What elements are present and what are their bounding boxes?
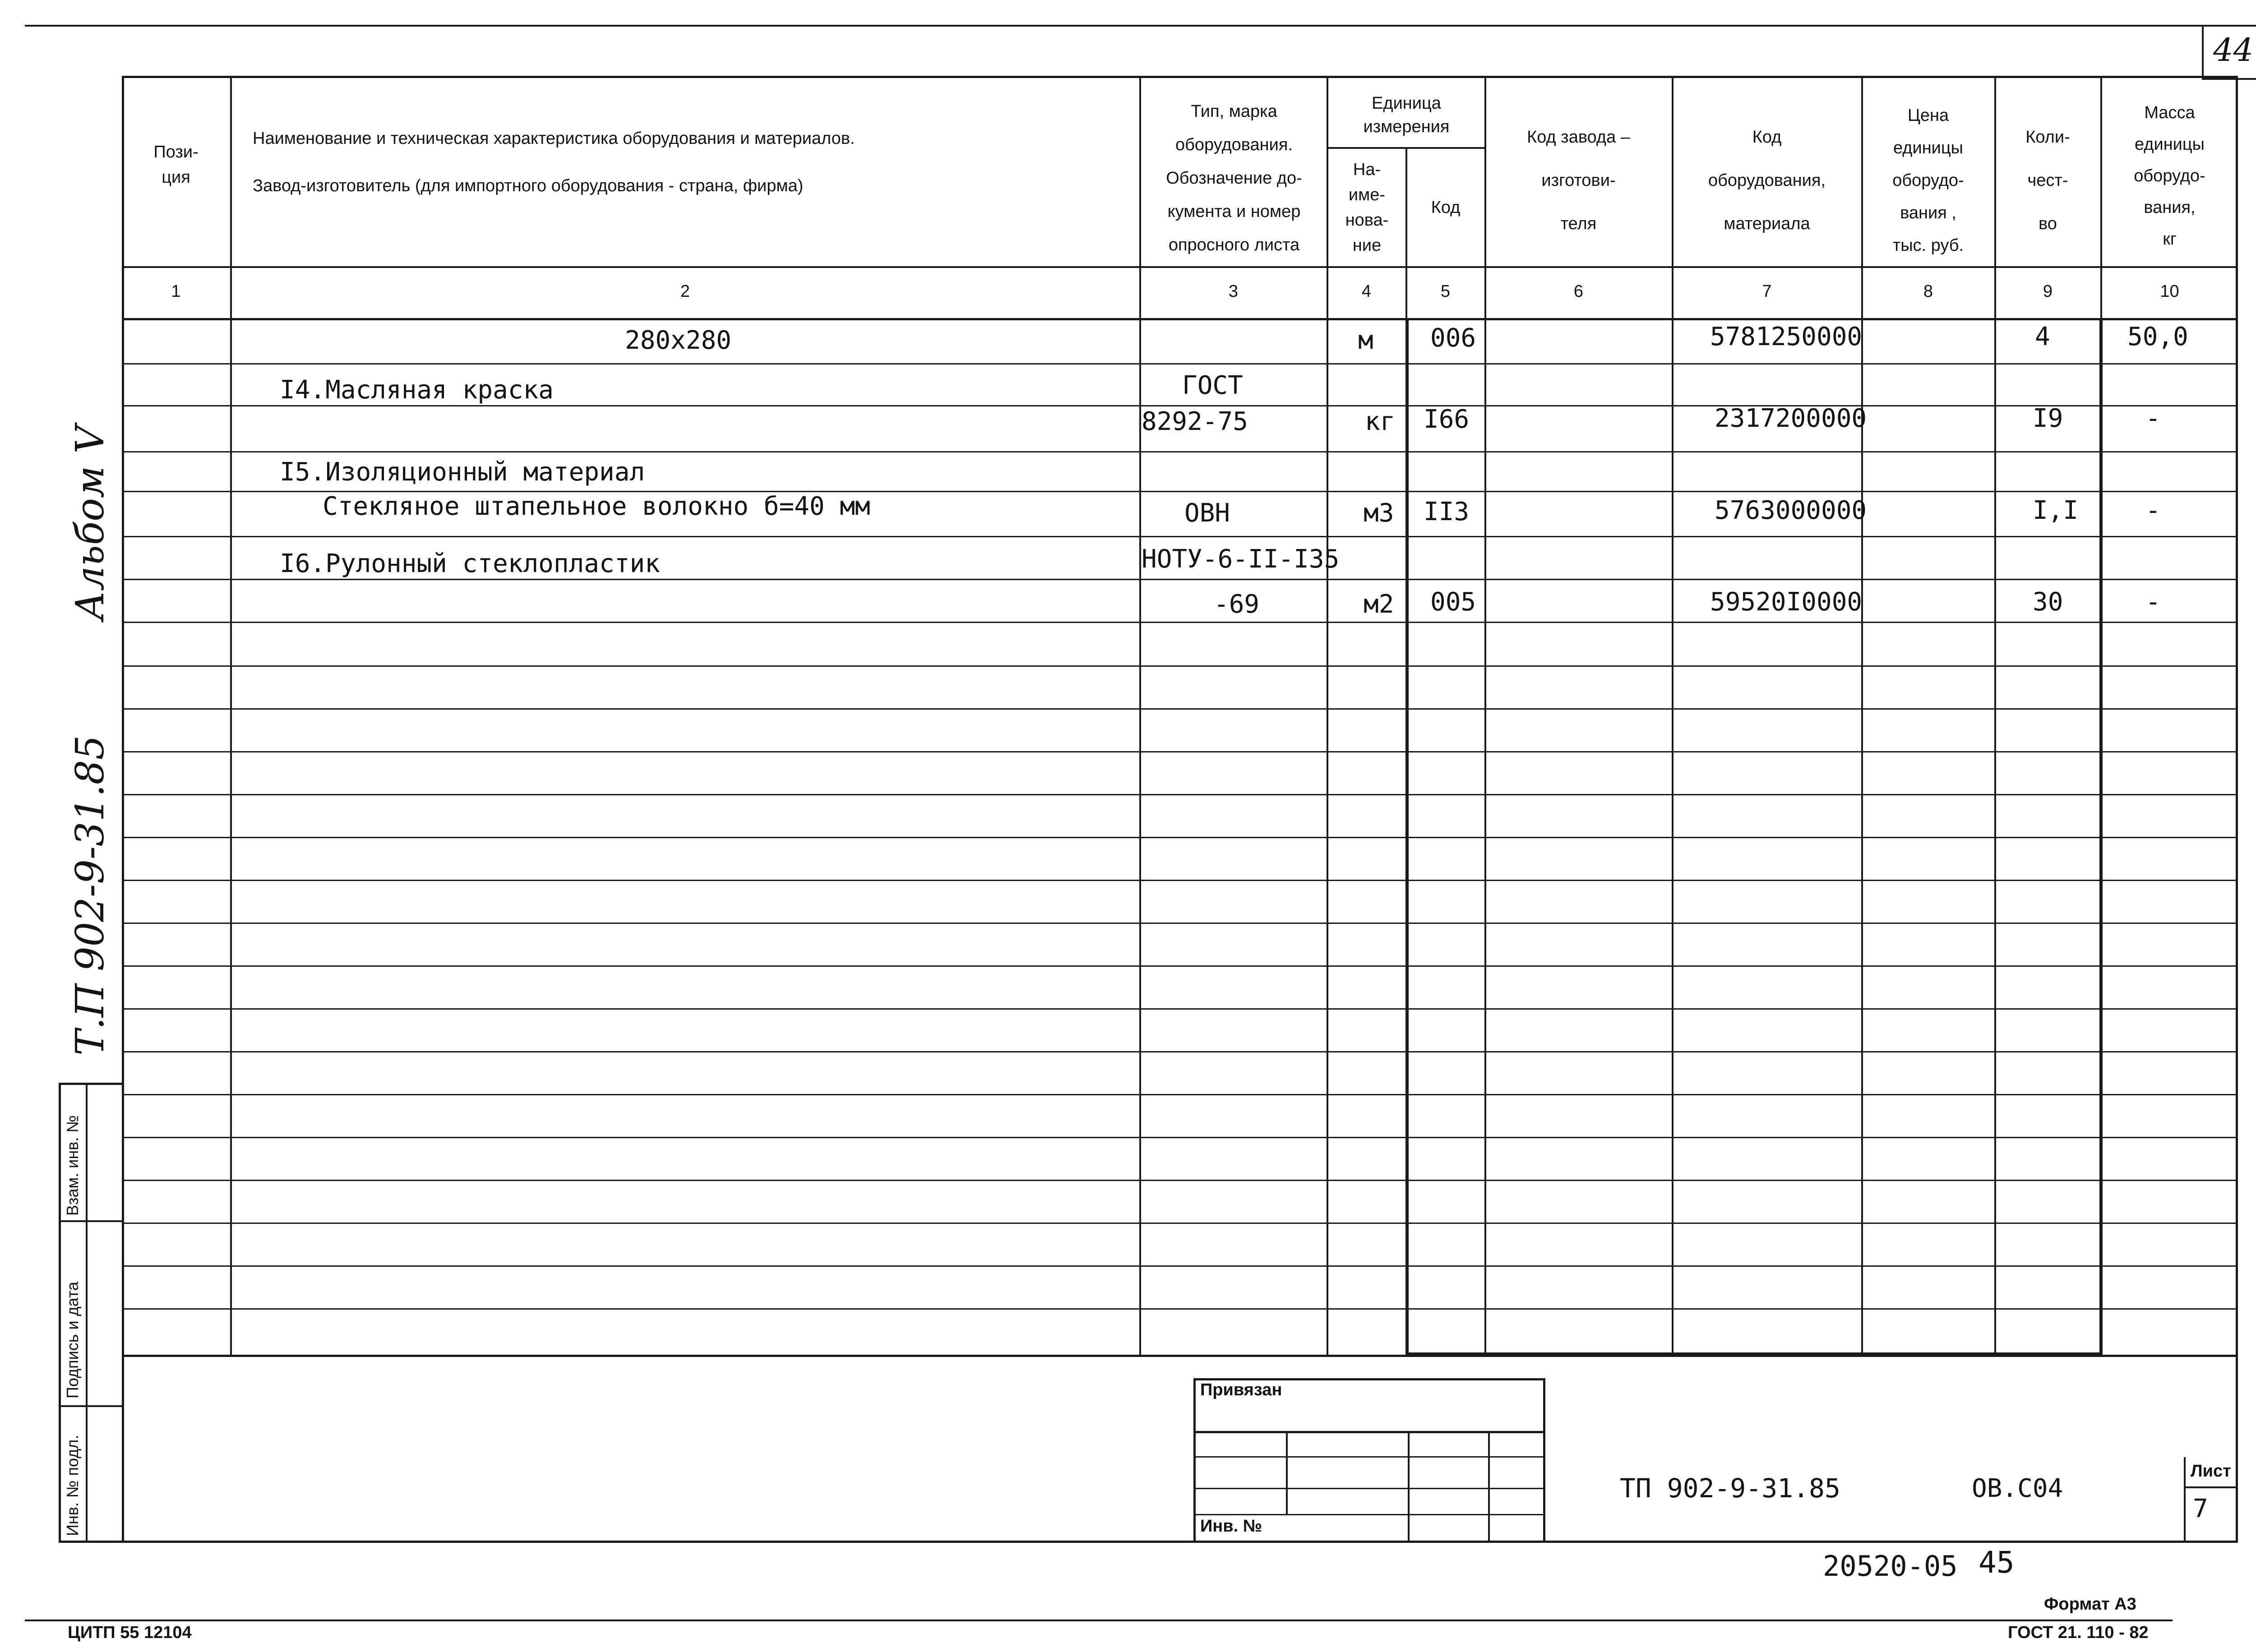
header-mass: Масса единицы оборудо- вания, кг xyxy=(2134,103,2205,249)
page-number: 45 xyxy=(1979,1545,2015,1580)
album-handwriting: Альбом V xyxy=(68,425,113,620)
table-cell-type: ГОСТ xyxy=(1182,371,1243,400)
footer-line xyxy=(25,1620,2173,1621)
header-unit-group: Единица измерения xyxy=(1363,94,1450,136)
row-line xyxy=(122,965,2238,967)
table-cell-type: ОВН xyxy=(1184,498,1230,528)
row-line xyxy=(122,363,2238,365)
format-label: Формат А3 xyxy=(2044,1595,2136,1614)
row-line xyxy=(122,622,2238,623)
header-name: Наименование и техническая характеристика оборудования и материалов. Завод-изготовитель (для импортного оборудования - страна, фирма) xyxy=(253,129,855,195)
project-handwriting: Т.П 902-9-31.85 xyxy=(68,735,113,1056)
top-border-line xyxy=(25,25,2256,27)
side-stamp-inv-zam: Взам. инв. № xyxy=(63,1115,82,1216)
row-line xyxy=(122,1308,2238,1310)
row-line xyxy=(122,708,2238,710)
row-line xyxy=(122,837,2238,838)
column-number: 4 xyxy=(1361,282,1372,301)
row-line xyxy=(122,665,2238,667)
privyazan-line xyxy=(1193,1488,1545,1489)
row-line xyxy=(122,1223,2238,1224)
sheet-corner-number: 44 xyxy=(2213,32,2254,69)
sheet-label: Лист xyxy=(2191,1462,2231,1481)
table-cell-name: 280x280 xyxy=(625,326,732,355)
bottom-frame xyxy=(122,1353,2238,1543)
header-position: Пози- ция xyxy=(153,143,199,187)
table-cell-name: Стекляное штапельное волокно б=40 мм xyxy=(323,492,870,521)
row-line xyxy=(122,451,2238,452)
table-cell-unit-code: 006 xyxy=(1430,323,1476,353)
row-line xyxy=(122,751,2238,752)
table-cell-qty: I,I xyxy=(2033,496,2079,525)
row-line xyxy=(122,1051,2238,1052)
col-line-2 xyxy=(1139,76,1141,1357)
table-cell-unit: кг xyxy=(1365,407,1396,436)
footer-left: ЦИТП 55 12104 xyxy=(68,1623,192,1642)
unit-group-line xyxy=(1327,147,1485,149)
table-cell-name: I5.Изоляционный материал xyxy=(280,457,645,487)
header-price: Цена единицы оборудо- вания , тыс. руб. xyxy=(1892,106,1964,255)
table-cell-type: -69 xyxy=(1214,590,1260,619)
table-cell-material-code: 5763000000 xyxy=(1715,496,1867,525)
row-line xyxy=(122,794,2238,795)
privyazan-vline xyxy=(1286,1431,1288,1514)
row-line xyxy=(122,880,2238,881)
table-cell-type: 8292-75 xyxy=(1142,407,1248,436)
side-stamp-inner-line xyxy=(86,1083,88,1543)
header-material-code: Код оборудования, материала xyxy=(1708,128,1826,233)
table-cell-qty: I9 xyxy=(2033,404,2063,433)
row-line xyxy=(122,1008,2238,1010)
column-number: 5 xyxy=(1440,282,1451,301)
doc-code: ОВ.С04 xyxy=(1972,1474,2063,1503)
column-number: 1 xyxy=(171,282,181,301)
table-cell-mass: 50,0 xyxy=(2127,322,2188,351)
table-cell-material-code: 59520I0000 xyxy=(1710,587,1863,617)
table-cell-mass: - xyxy=(2145,587,2161,617)
header-quantity: Коли- чест- во xyxy=(2025,128,2070,233)
table-cell-mass: - xyxy=(2145,404,2161,433)
table-cell-unit: м3 xyxy=(1364,498,1394,528)
column-number: 9 xyxy=(2043,282,2053,301)
row-line xyxy=(122,1265,2238,1267)
header-factory-code: Код завода – изготови- теля xyxy=(1527,128,1630,233)
table-cell-unit-code: 005 xyxy=(1430,587,1476,617)
header-unit-code: Код xyxy=(1431,198,1461,217)
table-cell-material-code: 2317200000 xyxy=(1715,404,1867,433)
table-cell-type: НОТУ-6-II-I35 xyxy=(1142,545,1340,574)
col-line-1 xyxy=(230,76,232,1357)
column-number: 3 xyxy=(1228,282,1239,301)
table-cell-name: I4.Масляная краска xyxy=(280,375,554,405)
table-cell-unit-code: II3 xyxy=(1424,497,1470,526)
side-stamp-divider xyxy=(59,1220,124,1222)
row-line xyxy=(122,1180,2238,1181)
table-cell-qty: 4 xyxy=(2035,322,2050,351)
header-unit-name: На- име- нова- ние xyxy=(1345,160,1389,255)
footer-right: ГОСТ 21. 110 - 82 xyxy=(2008,1623,2149,1642)
side-stamp-podpis: Подпись и дата xyxy=(63,1282,82,1398)
column-number: 2 xyxy=(680,282,690,301)
privyazan-line xyxy=(1193,1456,1545,1458)
row-line xyxy=(122,1094,2238,1095)
col-line-3 xyxy=(1327,76,1328,1357)
doc-designation: ТП 902-9-31.85 xyxy=(1620,1473,1840,1504)
column-number: 7 xyxy=(1762,282,1772,301)
privyazan-line xyxy=(1193,1431,1545,1433)
sheet-label-divider xyxy=(2184,1486,2238,1488)
column-number: 10 xyxy=(2160,282,2179,301)
column-number: 8 xyxy=(1923,282,1933,301)
header-bottom-line xyxy=(122,266,2238,268)
table-cell-unit: м2 xyxy=(1364,590,1394,619)
archive-number: 20520-05 xyxy=(1823,1550,1958,1583)
row-line xyxy=(122,1137,2238,1138)
privyazan-label: Привязан xyxy=(1200,1380,1282,1399)
column-number: 6 xyxy=(1573,282,1584,301)
table-cell-material-code: 5781250000 xyxy=(1710,322,1863,351)
table-cell-unit: м xyxy=(1358,326,1373,355)
side-stamp-divider xyxy=(59,1405,124,1407)
privyazan-vline xyxy=(1488,1431,1490,1543)
table-cell-unit-code: I66 xyxy=(1424,405,1470,434)
table-cell-mass: - xyxy=(2145,496,2161,525)
table-cell-name: I6.Рулонный стеклопластик xyxy=(280,549,660,578)
row-line xyxy=(122,923,2238,924)
sheet-number: 7 xyxy=(2193,1494,2208,1523)
table-cell-qty: 30 xyxy=(2033,587,2063,617)
row-line xyxy=(122,536,2238,537)
inv-no-label: Инв. № xyxy=(1200,1517,1262,1536)
privyazan-vline xyxy=(1408,1431,1410,1543)
header-type: Тип, марка оборудования. Обозначение до- кумента и номер опросного листа xyxy=(1166,102,1302,254)
side-stamp-inv-podl: Инв. № подл. xyxy=(63,1435,82,1536)
colnum-bottom-line xyxy=(122,318,2238,320)
privyazan-line xyxy=(1193,1514,1545,1515)
